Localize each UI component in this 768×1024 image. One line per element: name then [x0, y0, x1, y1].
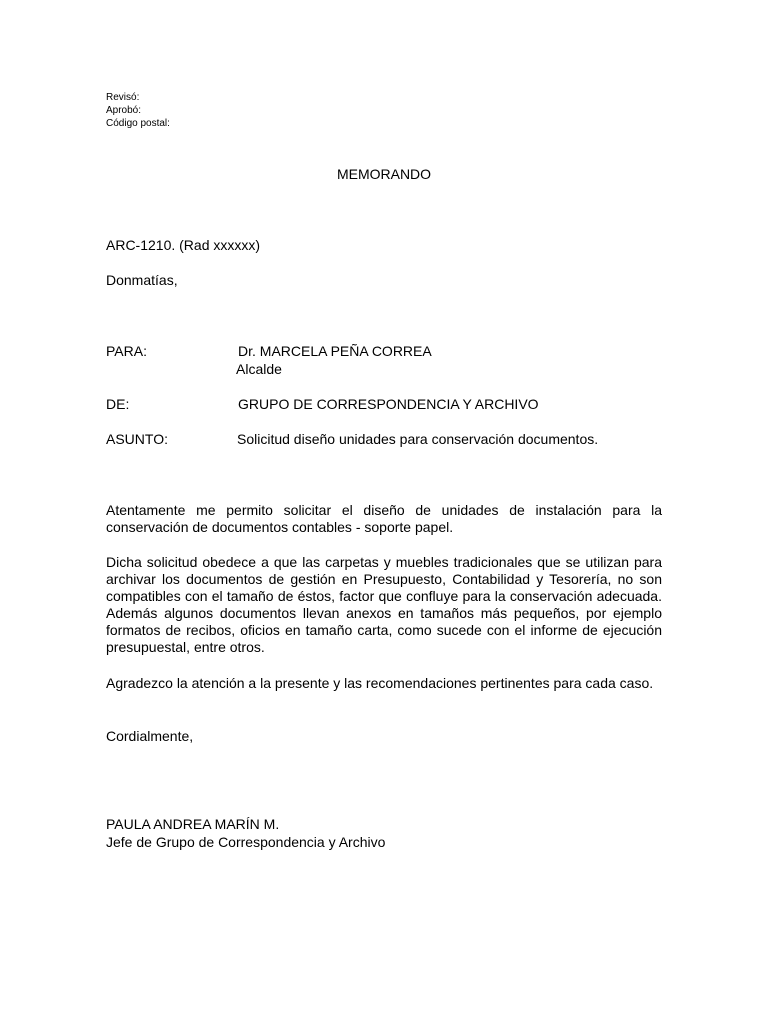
signature-role: Jefe de Grupo de Correspondencia y Archivo	[106, 834, 386, 850]
signature-name: PAULA ANDREA MARÍN M.	[106, 816, 280, 832]
body-paragraph-3: Agradezco la atención a la presente y las recomendaciones pertinentes para cada caso.	[106, 675, 654, 691]
place: Donmatías,	[106, 272, 178, 288]
de-label: DE:	[106, 396, 130, 412]
reference-number: ARC-1210. (Rad xxxxxx)	[106, 237, 261, 253]
memo-title: MEMORANDO	[336, 166, 432, 182]
para-label: PARA:	[106, 343, 147, 359]
de-value: GRUPO DE CORRESPONDENCIA Y ARCHIVO	[238, 396, 539, 412]
reviso-label: Revisó:	[106, 92, 140, 103]
body-paragraph-2: Dicha solicitud obedece a que las carpetas y muebles tradicionales que se utilizan para archivar los documentos de gestión en Presupuesto, Contabilidad y Tesorería, no son compatibles con el tamaño de éstos, factor que confluye para la conservación adecuada. Además algunos documentos llevan anexos en tamaños más pequeños, por ejemplo formatos de recibos, oficios en tamaño carta, como sucede con el informe de ejecución presupuestal, entre otros.	[106, 554, 662, 655]
body-paragraph-1: Atentamente me permito solicitar el diseño de unidades de instalación para la conservación de documentos contables - soporte papel.	[106, 502, 662, 535]
asunto-value: Solicitud diseño unidades para conservación documentos.	[237, 431, 599, 447]
codigo-postal-label: Código postal:	[106, 118, 170, 129]
para-role: Alcalde	[236, 361, 282, 377]
closing: Cordialmente,	[106, 728, 194, 744]
aprobo-label: Aprobó:	[106, 105, 142, 116]
asunto-label: ASUNTO:	[106, 431, 168, 447]
para-name: Dr. MARCELA PEÑA CORREA	[238, 343, 432, 359]
